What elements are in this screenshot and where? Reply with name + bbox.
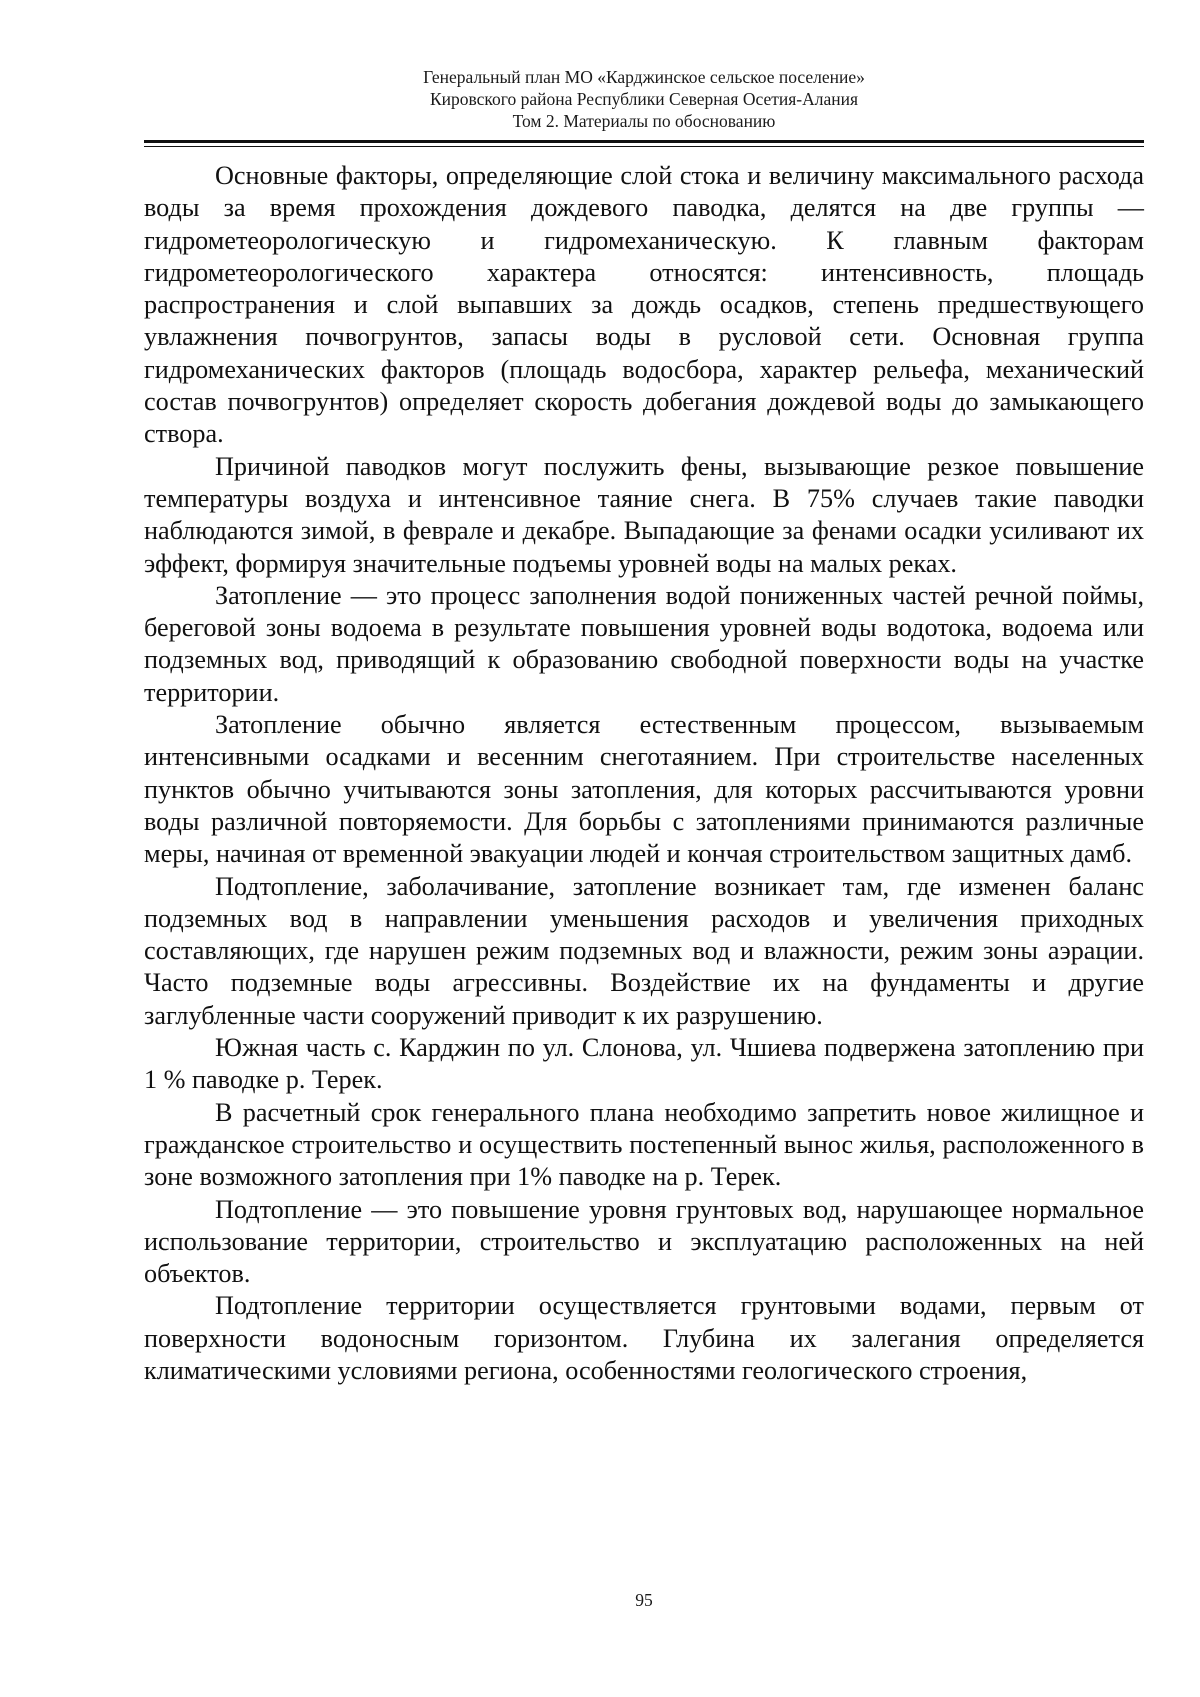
paragraph-underflooding-definition: Подтопление — это повышение уровня грунтовых вод, нарушающее нормальное использование территории, строительство и эксплуатацию расположенных на ней объектов.	[144, 1194, 1144, 1289]
header-region-line: Кировского района Республики Северная Осетия-Алания	[429, 89, 859, 109]
paragraph-kardzhin-flood-zone: Южная часть с. Карджин по ул. Слонова, ул. Чшиева подвержена затоплению при 1 % паводке р. Терек.	[144, 1033, 1144, 1095]
header-rule-thick	[144, 140, 1144, 143]
paragraph-foehn-floods: Причиной паводков могут послужить фены, вызывающие резкое повышение температуры воздуха и интенсивное таяние снега. В 75% случаев такие паводки наблюдаются зимой, в феврале и декабре. Выпадающие за фенами осадки усиливают их эффект, формируя значительные подъемы уровней воды на малых реках.	[144, 451, 1144, 578]
header-title-line: Генеральный план МО «Карджинское сельское поселение»	[423, 67, 865, 87]
header-rule-thin	[144, 146, 1144, 147]
document-body	[144, 160, 1144, 1387]
paragraph-construction-ban: В расчетный срок генерального плана необходимо запретить новое жилищное и гражданское строительство и осуществить постепенный вынос жилья, расположенного в зоне возможного затопления при 1% паводке на р. Терек.	[144, 1097, 1144, 1192]
paragraph-flooding-definition: Затопление — это процесс заполнения водой пониженных частей речной поймы, береговой зоны водоема в результате повышения уровней воды водотока, водоема или подземных вод, приводящий к образованию свободной поверхности воды на участке территории.	[144, 580, 1144, 707]
paragraph-flooding-measures: Затопление обычно является естественным процессом, вызываемым интенсивными осадками и весенним снеготаянием. При строительстве населенных пунктов обычно учитываются зоны затопления, для которых рассчитываются уровни воды различной повторяемости. Для борьбы с затоплениями принимаются различные меры, начиная от временной эвакуации людей и кончая строительством защитных дамб.	[144, 710, 1144, 869]
page-header	[144, 66, 1144, 132]
paragraph-rain-flood-factors: Основные факторы, определяющие слой стока и величину максимального расхода воды за время прохождения дождевого паводка, делятся на две группы — гидрометеорологическую и гидромеханическую. К главным факторам гидрометеорологического характера относятся: интенсивность, площадь распространения и слой выпавших за дождь осадков, степень предшествующего увлажнения почвогрунтов, запасы воды в русловой сети. Основная группа гидромеханических факторов (площадь водосбора, характер рельефа, механический состав почвогрунтов) определяет скорость добегания дождевой воды до замыкающего створа.	[144, 161, 1144, 449]
paragraph-underflooding-causes: Подтопление территории осуществляется грунтовыми водами, первым от поверхности водоносным горизонтом. Глубина их залегания определяется климатическими условиями региона, особенностями геологического строения,	[144, 1291, 1144, 1385]
paragraph-groundwater-balance: Подтопление, заболачивание, затопление возникает там, где изменен баланс подземных вод в направлении уменьшения расходов и увеличения приходных составляющих, где нарушен режим подземных вод и влажности, режим зоны аэрации. Часто подземные воды агрессивны. Воздействие их на фундаменты и другие заглубленные части сооружений приводит к их разрушению.	[144, 871, 1144, 1030]
page-number: 95	[635, 1590, 653, 1610]
header-volume-line: Том 2. Материалы по обоснованию	[512, 111, 776, 131]
